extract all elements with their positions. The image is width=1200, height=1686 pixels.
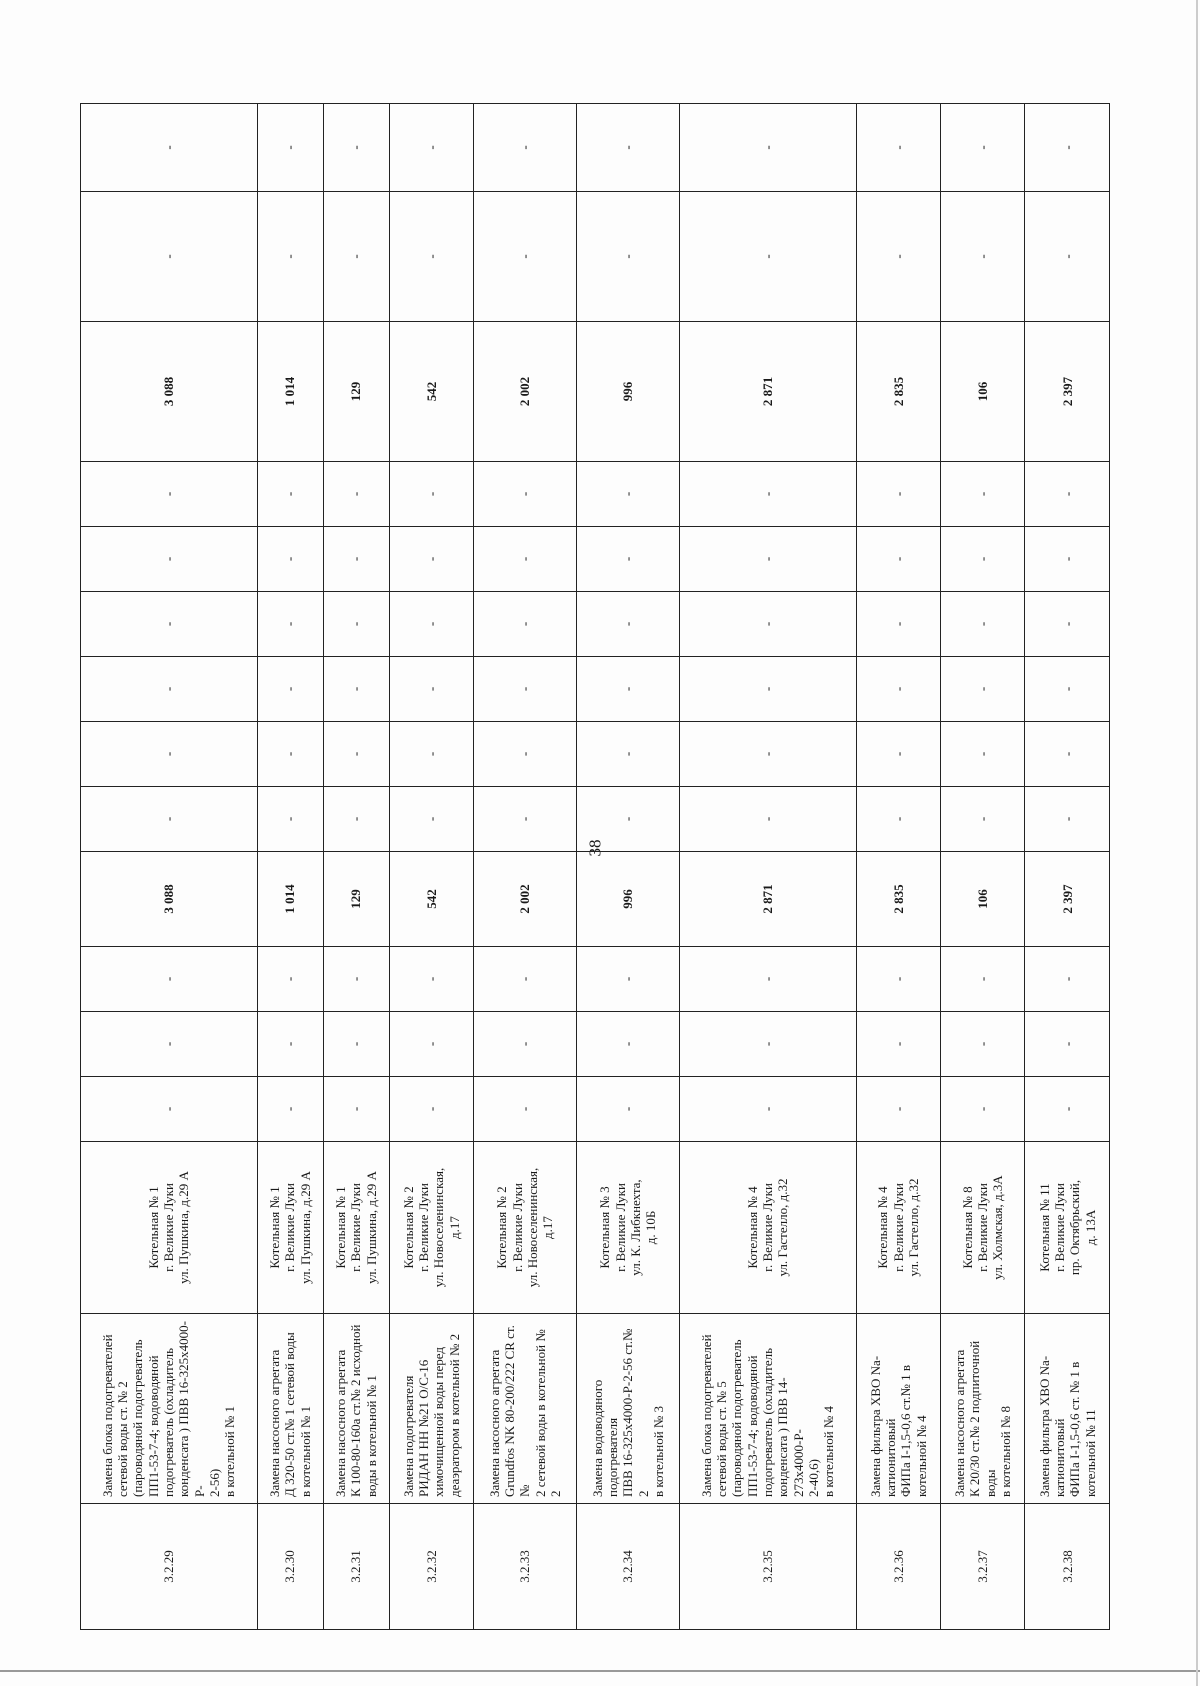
empty-cell: - [679, 1012, 856, 1077]
empty-cell: - [856, 787, 940, 852]
empty-cell: - [81, 1077, 258, 1142]
empty-cell: - [679, 1077, 856, 1142]
empty-cell: - [1025, 657, 1110, 722]
empty-cell: - [389, 947, 473, 1012]
cost-value-primary: 2 871 [679, 852, 856, 947]
location-line: д. 13А [1082, 1209, 1098, 1246]
empty-cell: - [1025, 947, 1110, 1012]
empty-cell: - [257, 1077, 323, 1142]
empty-cell: - [1025, 787, 1110, 852]
description-line: Замена водоводяного [589, 1379, 605, 1497]
location-line: Котельная № 1 [333, 1186, 349, 1269]
empty-cell: - [389, 104, 473, 192]
rotated-table-frame [80, 110, 1110, 1630]
description-line: в котельной № 3 [650, 1405, 666, 1497]
location-line: Котельная № 1 [145, 1186, 161, 1269]
description-line: катионитовый [1051, 1418, 1067, 1497]
description-line: в котельной № 4 [821, 1405, 837, 1497]
empty-cell: - [323, 462, 389, 527]
cost-value-total: 2 397 [1025, 322, 1110, 462]
empty-cell: - [577, 1077, 680, 1142]
description-line: подогреватель (охладитель [760, 1347, 776, 1497]
empty-cell: - [679, 104, 856, 192]
cost-value-primary: 2 835 [856, 852, 940, 947]
empty-cell: - [856, 527, 940, 592]
cost-value-primary: 106 [940, 852, 1024, 947]
empty-cell: - [81, 104, 258, 192]
empty-cell: - [474, 722, 577, 787]
empty-cell: - [474, 947, 577, 1012]
empty-cell: - [81, 592, 258, 657]
empty-cell: - [474, 657, 577, 722]
empty-cell: - [257, 462, 323, 527]
empty-cell: - [1025, 722, 1110, 787]
cost-value-total: 2 002 [474, 322, 577, 462]
description-line: Замена насосного агрегата [333, 1349, 349, 1497]
empty-cell: - [577, 947, 680, 1012]
location-line: ул. Новоселенинская, [525, 1167, 541, 1288]
work-description [940, 1314, 1024, 1504]
empty-cell: - [323, 1012, 389, 1077]
empty-cell: - [81, 462, 258, 527]
location-line: Котельная № 11 [1036, 1183, 1052, 1272]
description-line: Замена фильтра ХВО Na- [1036, 1355, 1052, 1497]
description-line: котельной № 11 [1082, 1409, 1098, 1497]
empty-cell: - [389, 787, 473, 852]
empty-cell: - [81, 947, 258, 1012]
cost-value-total: 996 [577, 322, 680, 462]
object-location [323, 1142, 389, 1314]
description-line: конденсата ) ПВВ 14- 273х4000-Р- [775, 1377, 806, 1497]
cost-value-primary: 1 014 [257, 852, 323, 947]
description-line: химочищенной воды перед [431, 1347, 447, 1497]
description-line: воды в котельной № 1 [363, 1375, 379, 1497]
description-line: ФИПа I-1,5-0,6 ст. № 1 в [1067, 1361, 1083, 1497]
empty-cell: - [323, 592, 389, 657]
description-line: 2 сетевой воды в котельной № 2 [532, 1329, 564, 1497]
location-line: ул. Гастелло, д.32 [905, 1178, 921, 1277]
cost-value-total: 2 871 [679, 322, 856, 462]
empty-cell: - [474, 592, 577, 657]
empty-cell: - [81, 787, 258, 852]
empty-cell: - [679, 657, 856, 722]
empty-cell: - [940, 192, 1024, 322]
empty-cell: - [1025, 592, 1110, 657]
empty-cell: - [257, 104, 323, 192]
location-line: г. Великие Луки [760, 1183, 776, 1272]
cost-value-total: 2 835 [856, 322, 940, 462]
description-line: (пароводяной подогреватель [729, 1339, 745, 1497]
table-row [577, 104, 680, 1630]
row-number: 3.2.32 [389, 1504, 473, 1630]
empty-cell: - [856, 592, 940, 657]
object-location [940, 1142, 1024, 1314]
table-row [257, 104, 323, 1630]
cost-value-total: 3 088 [81, 322, 258, 462]
work-description [323, 1314, 389, 1504]
location-line: г. Великие Луки [612, 1183, 628, 1272]
empty-cell: - [577, 1012, 680, 1077]
object-location [389, 1142, 473, 1314]
empty-cell: - [323, 527, 389, 592]
empty-cell: - [81, 527, 258, 592]
empty-cell: - [474, 527, 577, 592]
row-number: 3.2.33 [474, 1504, 577, 1630]
empty-cell: - [940, 1012, 1024, 1077]
object-location [856, 1142, 940, 1314]
description-line: Замена фильтра ХВО Na- [867, 1355, 883, 1497]
empty-cell: - [474, 1077, 577, 1142]
location-line: г. Великие Луки [348, 1183, 364, 1272]
empty-cell: - [856, 462, 940, 527]
location-line: ул. К. Либкнехта, [627, 1179, 643, 1276]
empty-cell: - [389, 527, 473, 592]
work-description [577, 1314, 680, 1504]
object-location [577, 1142, 680, 1314]
empty-cell: - [257, 192, 323, 322]
description-line: сетевой воды ст. № 5 [714, 1381, 730, 1497]
empty-cell: - [940, 722, 1024, 787]
empty-cell: - [679, 192, 856, 322]
table-row [940, 104, 1024, 1630]
empty-cell: - [577, 104, 680, 192]
empty-cell: - [1025, 1077, 1110, 1142]
location-line: Котельная № 8 [959, 1186, 975, 1269]
empty-cell: - [389, 722, 473, 787]
empty-cell: - [856, 722, 940, 787]
description-line: Замена блока подогревателей [99, 1334, 115, 1497]
description-line: в котельной № 1 [222, 1405, 238, 1497]
table-row [81, 104, 258, 1630]
description-line: (пароводяной подогреватель [130, 1339, 146, 1497]
empty-cell: - [577, 787, 680, 852]
empty-cell: - [856, 947, 940, 1012]
description-line: сетевой воды ст. № 2 [115, 1381, 131, 1497]
empty-cell: - [474, 462, 577, 527]
description-line: Замена насосного агрегата [486, 1349, 502, 1497]
description-line: в котельной № 1 [297, 1405, 313, 1497]
description-line: ПВВ 16-325х4000-Р-2-56 ст.№ 2 [620, 1328, 651, 1497]
row-number: 3.2.37 [940, 1504, 1024, 1630]
empty-cell: - [323, 722, 389, 787]
cost-value-primary: 3 088 [81, 852, 258, 947]
empty-cell: - [323, 947, 389, 1012]
empty-cell: - [940, 527, 1024, 592]
location-line: г. Великие Луки [1051, 1183, 1067, 1272]
location-line: д. 10Б [643, 1210, 659, 1245]
empty-cell: - [257, 947, 323, 1012]
location-line: д.17 [446, 1216, 462, 1239]
empty-cell: - [679, 527, 856, 592]
empty-cell: - [577, 192, 680, 322]
description-line: РИДАН НН №21 О/С-16 [416, 1359, 432, 1497]
empty-cell: - [856, 104, 940, 192]
description-line: подогреватель (охладитель [161, 1347, 177, 1497]
empty-cell: - [1025, 527, 1110, 592]
location-line: Котельная № 4 [875, 1186, 891, 1269]
object-location [679, 1142, 856, 1314]
empty-cell: - [940, 462, 1024, 527]
empty-cell: - [856, 1077, 940, 1142]
description-line: катионитовый [882, 1418, 898, 1497]
empty-cell: - [1025, 462, 1110, 527]
row-number: 3.2.36 [856, 1504, 940, 1630]
empty-cell: - [1025, 104, 1110, 192]
empty-cell: - [856, 657, 940, 722]
object-location [1025, 1142, 1110, 1314]
empty-cell: - [1025, 192, 1110, 322]
row-number: 3.2.29 [81, 1504, 258, 1630]
empty-cell: - [389, 592, 473, 657]
empty-cell: - [323, 787, 389, 852]
empty-cell: - [940, 104, 1024, 192]
description-line: деаэратором в котельной № 2 [446, 1333, 462, 1497]
empty-cell: - [257, 527, 323, 592]
description-line: 2-56) [207, 1468, 223, 1497]
work-description [257, 1314, 323, 1504]
empty-cell: - [257, 722, 323, 787]
work-description [856, 1314, 940, 1504]
description-line: Замена насосного агрегата [267, 1349, 283, 1497]
location-line: ул. Пушкина, д.29 А [176, 1171, 192, 1284]
location-line: пр. Октябрьский, [1067, 1179, 1083, 1276]
description-line: Д 320-50 ст.№ 1 сетевой воды [282, 1332, 298, 1497]
table-body [81, 104, 1110, 1630]
empty-cell: - [389, 1077, 473, 1142]
cost-value-total: 1 014 [257, 322, 323, 462]
location-line: Котельная № 1 [267, 1186, 283, 1269]
empty-cell: - [679, 787, 856, 852]
empty-cell: - [257, 1012, 323, 1077]
row-number: 3.2.35 [679, 1504, 856, 1630]
empty-cell: - [474, 104, 577, 192]
empty-cell: - [577, 657, 680, 722]
scan-edge-right [1196, 0, 1198, 1686]
work-description [679, 1314, 856, 1504]
object-location [474, 1142, 577, 1314]
row-number: 3.2.30 [257, 1504, 323, 1630]
empty-cell: - [474, 1012, 577, 1077]
row-number: 3.2.34 [577, 1504, 680, 1630]
object-location [81, 1142, 258, 1314]
row-number: 3.2.38 [1025, 1504, 1110, 1630]
empty-cell: - [577, 722, 680, 787]
location-line: Котельная № 3 [597, 1186, 613, 1269]
empty-cell: - [577, 462, 680, 527]
table-row [323, 104, 389, 1630]
empty-cell: - [474, 787, 577, 852]
empty-cell: - [940, 1077, 1024, 1142]
object-location [257, 1142, 323, 1314]
cost-value-primary: 996 [577, 852, 680, 947]
description-line: подогревателя [605, 1417, 620, 1497]
empty-cell: - [81, 1012, 258, 1077]
work-description [474, 1314, 577, 1504]
empty-cell: - [474, 192, 577, 322]
empty-cell: - [257, 657, 323, 722]
description-line: К 20/30 ст.№ 2 подпиточной воды [967, 1340, 998, 1497]
cost-value-primary: 129 [323, 852, 389, 947]
row-number: 3.2.31 [323, 1504, 389, 1630]
empty-cell: - [323, 1077, 389, 1142]
location-line: ул. Гастелло, д.32 [775, 1178, 791, 1277]
empty-cell: - [323, 104, 389, 192]
location-line: г. Великие Луки [416, 1183, 432, 1272]
empty-cell: - [940, 592, 1024, 657]
empty-cell: - [81, 657, 258, 722]
location-line: ул. Холмская, д.3А [990, 1175, 1006, 1280]
cost-value-total: 129 [323, 322, 389, 462]
empty-cell: - [389, 192, 473, 322]
empty-cell: - [257, 592, 323, 657]
empty-cell: - [389, 462, 473, 527]
cost-value-primary: 2 397 [1025, 852, 1110, 947]
location-line: Котельная № 2 [400, 1186, 416, 1269]
work-description [81, 1314, 258, 1504]
empty-cell: - [856, 1012, 940, 1077]
empty-cell: - [577, 527, 680, 592]
empty-cell: - [389, 657, 473, 722]
description-line: конденсата ) ПВВ 16-325х4000-Р- [176, 1321, 207, 1497]
cost-value-total: 106 [940, 322, 1024, 462]
description-line: Замена подогревателя [400, 1375, 416, 1497]
table-row [679, 104, 856, 1630]
empty-cell: - [856, 192, 940, 322]
description-line: Замена блока подогревателей [698, 1334, 714, 1497]
empty-cell: - [577, 592, 680, 657]
empty-cell: - [81, 722, 258, 787]
location-line: г. Великие Луки [975, 1183, 991, 1272]
table-row [389, 104, 473, 1630]
empty-cell: - [389, 1012, 473, 1077]
location-line: г. Великие Луки [890, 1183, 906, 1272]
description-line: Замена насосного агрегата [952, 1349, 968, 1497]
description-line: ФИПа I-1,5-0,6 ст.№ 1 в [898, 1364, 914, 1497]
location-line: ул. Пушкина, д.29 А [363, 1171, 379, 1284]
table-row [474, 104, 577, 1630]
location-line: ул. Пушкина, д.29 А [297, 1171, 313, 1284]
location-line: Котельная № 2 [494, 1186, 510, 1269]
description-line: ПП1-53-7-4; водоводяной [145, 1355, 161, 1497]
location-line: г. Великие Луки [282, 1183, 298, 1272]
investment-table [80, 103, 1110, 1630]
location-line: д.17 [540, 1216, 556, 1239]
description-line: в котельной № 8 [998, 1405, 1014, 1497]
work-description [389, 1314, 473, 1504]
empty-cell: - [257, 787, 323, 852]
location-line: г. Великие Луки [509, 1183, 525, 1272]
location-line: г. Великие Луки [161, 1183, 177, 1272]
empty-cell: - [1025, 1012, 1110, 1077]
empty-cell: - [679, 592, 856, 657]
description-line: 2-40,6) [806, 1459, 822, 1497]
table-row [1025, 104, 1110, 1630]
empty-cell: - [940, 947, 1024, 1012]
location-line: Котельная № 4 [744, 1186, 760, 1269]
empty-cell: - [679, 462, 856, 527]
empty-cell: - [679, 722, 856, 787]
empty-cell: - [940, 657, 1024, 722]
location-line: ул. Новоселенинская, [431, 1167, 447, 1288]
scan-edge-bottom [0, 1670, 1200, 1672]
cost-value-total: 542 [389, 322, 473, 462]
description-line: К 100-80-160а ст.№ 2 исходной [348, 1324, 364, 1497]
empty-cell: - [323, 192, 389, 322]
page-number: 38 [585, 839, 605, 857]
description-line: Grundfos NK 80-200/222 CR ст.№ [502, 1325, 533, 1497]
cost-value-primary: 542 [389, 852, 473, 947]
work-description [1025, 1314, 1110, 1504]
empty-cell: - [81, 192, 258, 322]
description-line: ПП1-53-7-4; водоводяной [744, 1355, 760, 1497]
empty-cell: - [323, 657, 389, 722]
empty-cell: - [940, 787, 1024, 852]
table-row [856, 104, 940, 1630]
empty-cell: - [679, 947, 856, 1012]
description-line: котельной № 4 [913, 1415, 929, 1497]
cost-value-primary: 2 002 [474, 852, 577, 947]
